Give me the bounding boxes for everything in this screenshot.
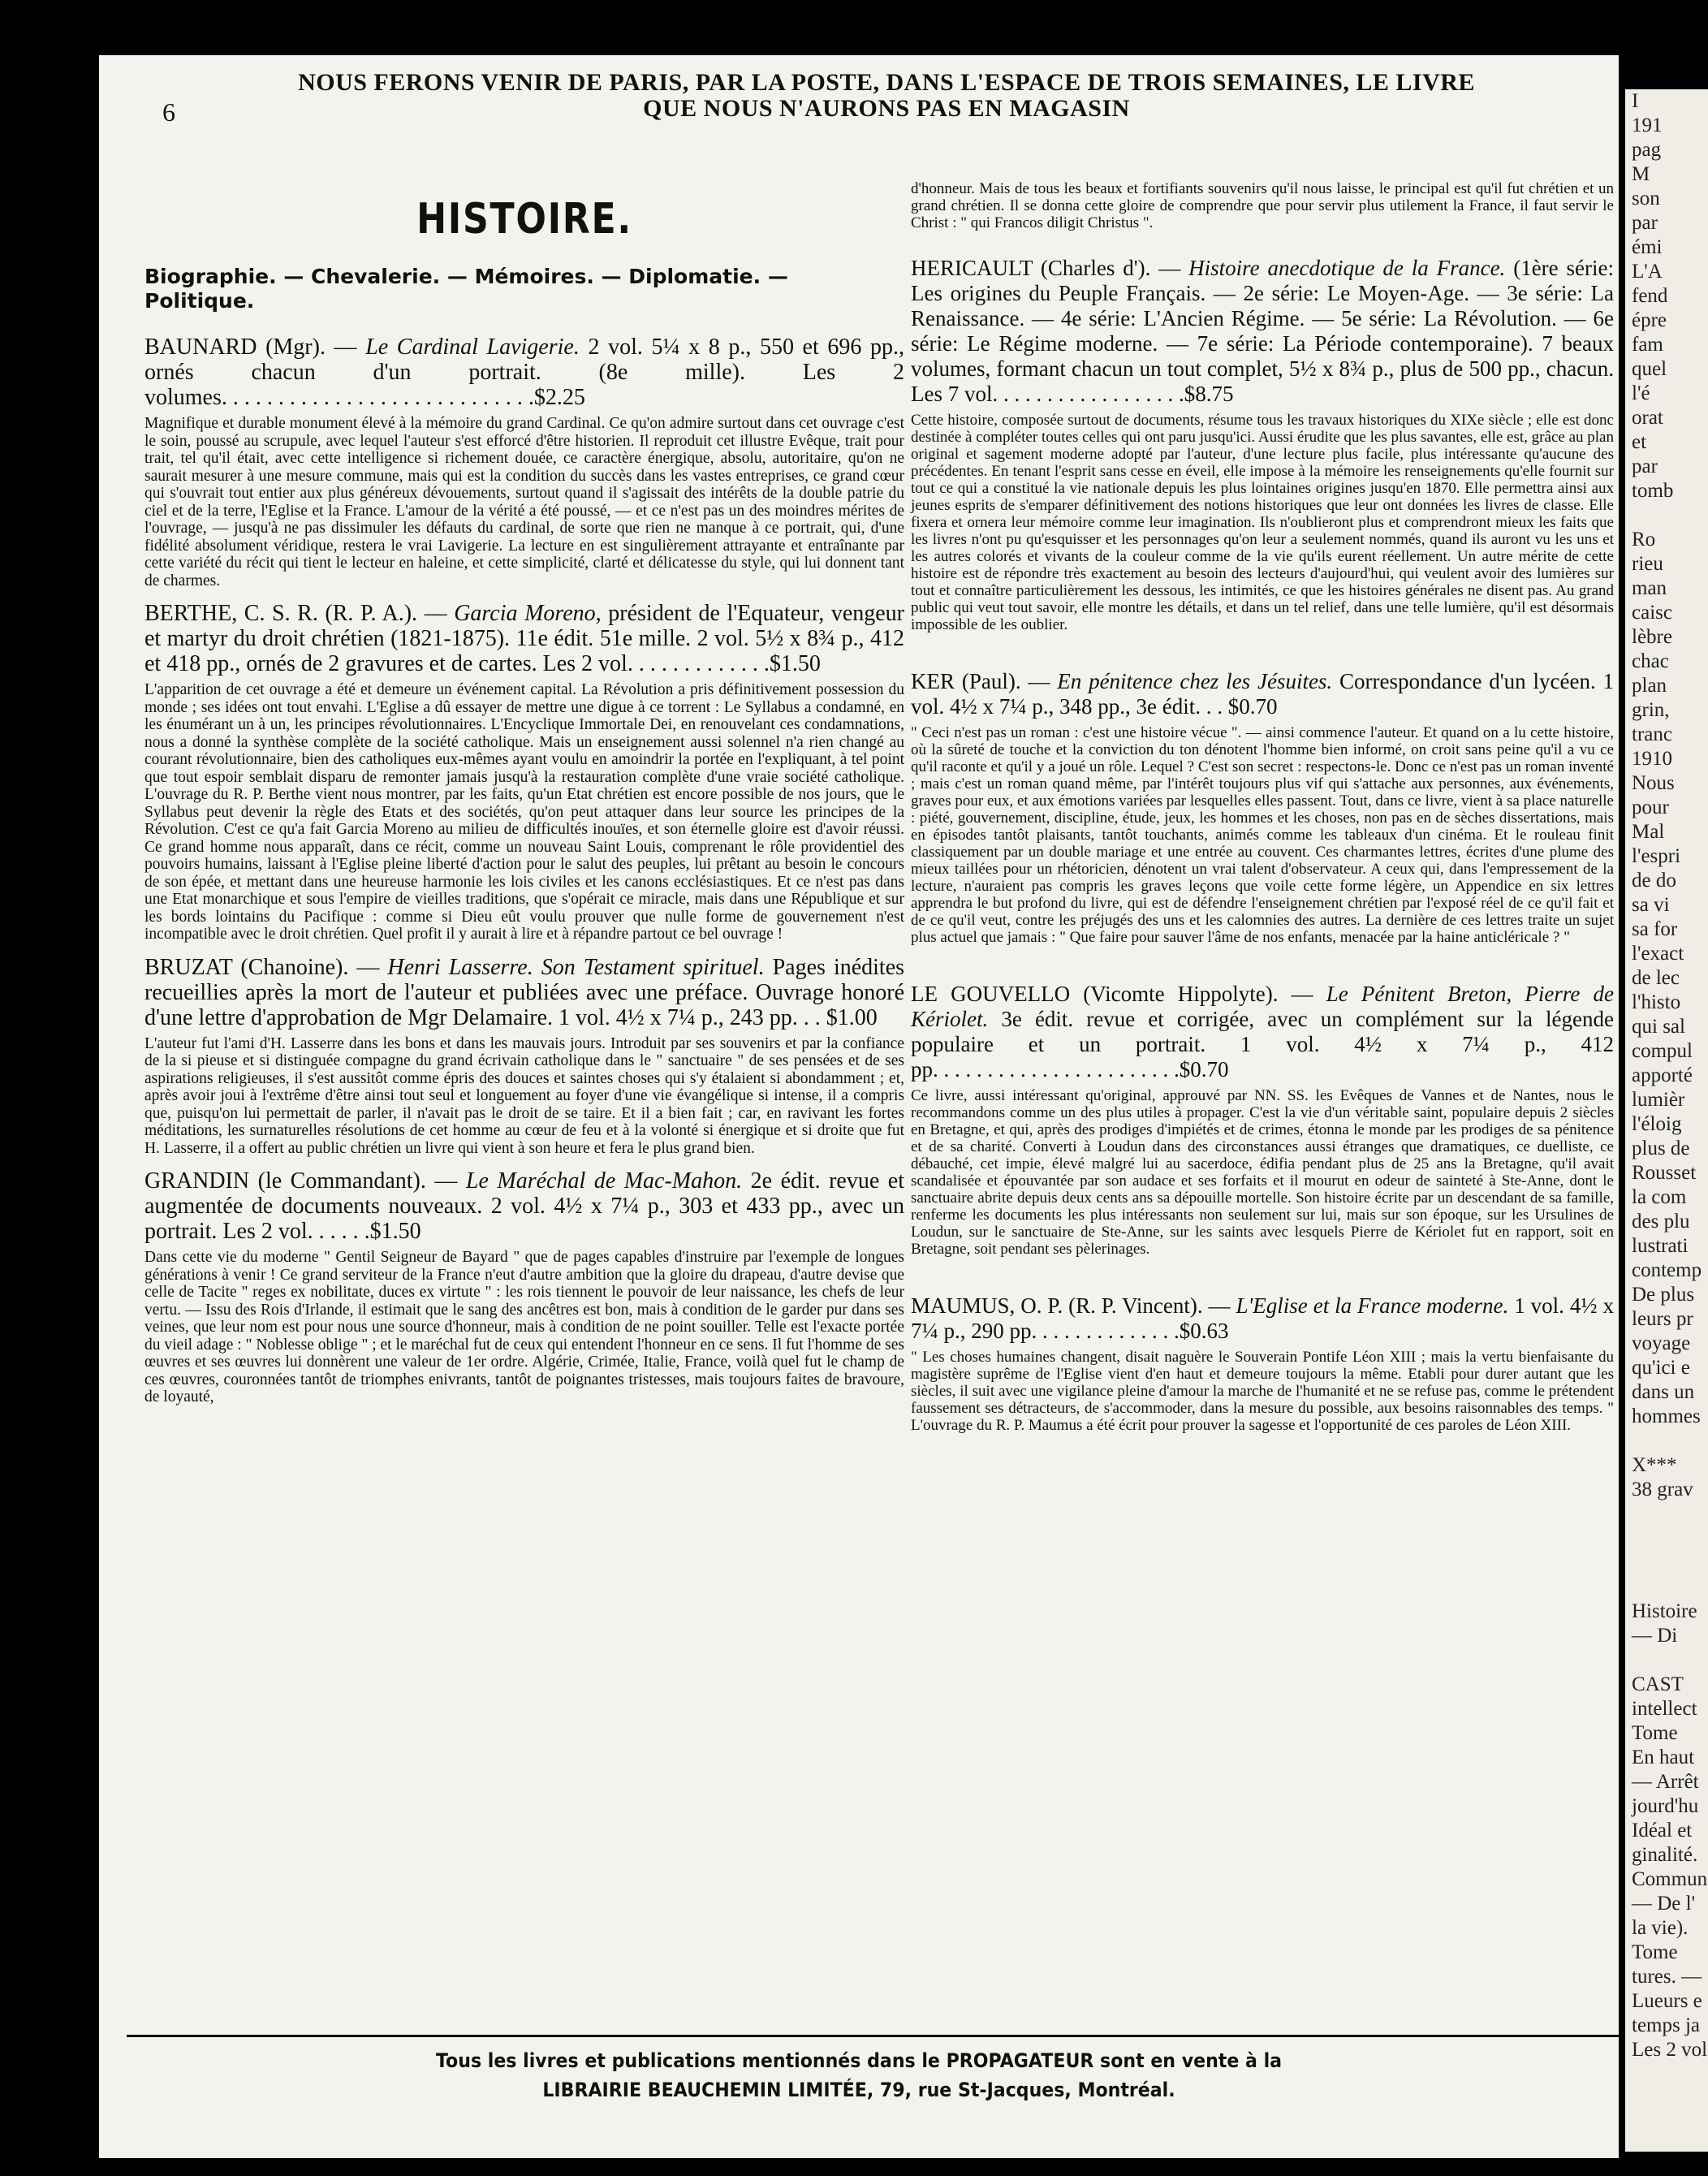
header-line-2: QUE NOUS N'AURONS PAS EN MAGASIN (643, 95, 1130, 122)
entry-details: 1 vol. 4½ x 7¼ p., 290 pp (911, 1293, 1615, 1343)
edge-text-fragment: Histoire (1632, 1600, 1697, 1622)
entry-description: L'apparition de cet ouvrage a été et demeure un événement capital. La Révolution a pris définitivement possession du monde ; ses idées ont tout envahi. L'Eglise a dû essayer de mettre une digue à ce torrent : Le Syllabus a condamné, en les énumérant un à un, les principes révolutionnaires. L'Encyclique Immortale Dei, en renouvelant ces condamnations, nous a donné la synthèse complète de la société catholique. Mais un enseignement aussi solennel n'a rien changé au courant révolutionnaire, bien des catholiques eux-mêmes ayant voulu en amoindrir la portée en l'expliquant, à tel point que tout espoir semblait disparu de remonter jamais jusqu'à la restauration complète d'une vraie société catholique. L'ouvrage du R. P. Berthe vient nous montrer, par les faits, qu'un Etat chrétien est encore possible de nos jours, que le Syllabus peut devenir la règle des Etats et des sociétés, qu'on peut attaquer dans leur source les principes de la Révolution. C'est ce qu'a fait Garcia Moreno au milieu de difficultés inouïes, et son éternelle gloire est d'avoir réussi. Ce grand homme nous apparaît, dans ce récit, comme un nouveau Saint Louis, comprenant le rôle providentiel des pouvoirs humains, laissant à l'Eglise pleine liberté d'action pour le salut des peuples, lui prêtant au besoin le concours de son épée, et mettant dans une heureuse harmonie les lois civiles et les canons ecclésiastiques. Et ce n'est pas dans une Etat monarchique et sous l'empire de vieilles traditions, que s'opérait ce miracle, mais dans une République et sur les bords lointains du Pacifique : comme si Dieu eût voulu prouver que nulle forme de gouvernement n'est incompatible avec le droit chrétien. Quel profit il y aurait à lire et à répandre partout ce bel ouvrage ! (144, 681, 904, 943)
book-entry (144, 335, 904, 589)
edge-text-fragment: lèbre (1632, 626, 1672, 648)
edge-text-fragment: caisc (1632, 602, 1672, 624)
edge-text-fragment: man (1632, 577, 1667, 599)
footer-line-2: LIBRAIRIE BEAUCHEMIN LIMITÉE, 79, rue St-Jacques, Montréal. (542, 2079, 1175, 2101)
edge-text-fragment: la vie). (1632, 1917, 1689, 1939)
footer-rule (127, 2035, 1619, 2037)
edge-text-fragment: quel (1632, 358, 1667, 380)
edge-text-fragment (1625, 1575, 1708, 1600)
entry-price: $2.25 (533, 385, 585, 410)
entry-title: Garcia Moreno, (454, 601, 602, 626)
entry-details: 2 vol. 5¼ x 8 p., 550 et 696 pp., ornés chacun d'un portrait. (8e mille). Les 2 volumes (144, 335, 904, 410)
entry-heading: BAUNARD (Mgr). — Le Cardinal Lavigerie. 2 vol. 5¼ x 8 p., 550 et 696 pp., ornés chacun d'un portrait. (8e mille). Les 2 volumes. . . . . . . . . . . . . . . . . . . . . . . . . . . .$2.25 (144, 335, 904, 410)
edge-text-fragment: l'é (1632, 382, 1650, 404)
edge-text-fragment: L'A (1632, 261, 1663, 283)
entry-description: L'auteur fut l'ami d'H. Lasserre dans les bons et dans les mauvais jours. Introduit par ses souvenirs et par la confiance de la si pieuse et si distinguée compagne du grand écrivain catholique dans le " sanctuaire " de ses pensées et de ses aspirations religieuses, il s'est aussitôt comme épris des douces et saintes choses qui s'y étalaient si abondamment ; et, après avoir joui à l'extrême d'être ainsi tout seul et longuement au foyer d'une vie évangélique si intense, il a compris que, puisqu'on lui permettait de parler, il n'avait pas le droit de se taire. Et il a bien fait ; car, en ravivant les fortes méditations, les surnaturelles résolutions de cet homme au cœur de feu et à la volonté si énergique et si droite que fut H. Lasserre, il a offert au public chrétien un livre qui vient à son heure et fera le plus grand bien. (144, 1034, 904, 1157)
edge-text-fragment: pour (1632, 797, 1669, 818)
edge-text-fragment: pag (1632, 139, 1662, 161)
continued-description: d'honneur. Mais de tous les beaux et fortifiants souvenirs qu'il nous laisse, le principal est qu'il fut chrétien et un grand chrétien. Il se donna cette gloire de comprendre que pour servir plus utilement la France, il faut servir le Christ : " qui Francos diligit Christus ". (911, 180, 1614, 231)
edge-text-fragment: 1910 (1632, 748, 1672, 770)
entry-heading: BRUZAT (Chanoine). — Henri Lasserre. Son Testament spirituel. Pages inédites recueillies après la mort de l'auteur et publiées avec une préface. Ouvrage honoré d'une lettre d'approbation de Mgr Delamaire. 1 vol. 4½ x 7¼ p., 243 pp. . . $1.00 (144, 954, 905, 1030)
entry-heading: GRANDIN (le Commandant). — Le Maréchal de Mac-Mahon. 2e édit. revue et augmentée de documents nouveaux. 2 vol. 4½ x 7¼ p., 303 et 433 pp., avec un portrait. Les 2 vol. . . . . .$1.50 (144, 1168, 904, 1244)
entry-description: Cette histoire, composée surtout de documents, résume tous les travaux historiques du XIXe siècle ; elle est donc destinée à compléter toutes celles qui ont paru jusqu'ici. Aussi érudite que les plus savantes, elle est, grâce au plan original et sagement moderne adopté par l'auteur, d'une lecture plus facile, plus intéressante qu'aucune des précédentes. En tenant l'esprit sans cesse en éveil, elle impose à la mémoire les renseignements qu'elle fournit sur tout ce qui a constitué la vie nationale depuis les plus lointaines origines jusqu'en 1870. Elle permettra ainsi aux jeunes esprits de s'emparer définitivement des notions historiques que leur ont données les livres de classe. Elle fixera et ornera leur mémoire comme leur imagination. Ils n'oublieront plus et comprendront mieux les faits que les livres n'ont pu qu'esquisser et les personnages qu'on leur a seulement nommés, quand ils auront vu les uns et les autres colorés et vivants de la couleur comme de la vie qu'ils eurent réellement. Un autre mérite de cette histoire est de répondre très exactement au besoin des lecteurs d'aujourd'hui, qui veulent avoir des lumières sur tout et connaître particulièrement les dessous, les intimités, ce que les histoires générales ne disent pas. Au grand public qui veut tout savoir, elle montre les détails, et dans un tel relief, dans une telle lumière, qu'il est désormais impossible de les oublier. (911, 412, 1614, 633)
edge-text-fragment: contemp (1632, 1259, 1702, 1281)
edge-text-fragment: orat (1632, 407, 1663, 429)
edge-text-fragment: intellect (1632, 1698, 1697, 1720)
page-header (221, 70, 1552, 122)
header-line-1: NOUS FERONS VENIR DE PARIS, PAR LA POSTE, DANS L'ESPACE DE TROIS SEMAINES, LE LIVRE (298, 69, 1475, 96)
entry-details: président de l'Equateur, vengeur et martyr du droit chrétien (1821-1875). 11e édit. 51e mille. 2 vol. 5½ x 8¾ p., 412 et 418 pp., ornés de 2 gravures et de cartes. Les 2 vol (144, 601, 905, 676)
edge-text-fragment: De plus (1632, 1284, 1695, 1306)
page-footer (160, 2046, 1558, 2105)
entry-author: BERTHE, C. S. R. (R. P. A.). — (144, 601, 447, 626)
edge-text-fragment: temps ja (1632, 2014, 1701, 2036)
edge-text-fragment: émi (1632, 236, 1663, 258)
entry-details: Correspondance d'un lycéen. 1 vol. 4½ x 7¼ p., 348 pp., 3e édit (911, 669, 1615, 719)
edge-text-fragment: qui sal (1632, 1016, 1685, 1038)
edge-text-fragment: Mal (1632, 821, 1665, 843)
edge-text-fragment: X*** (1632, 1454, 1677, 1476)
entry-details: 2e édit. revue et augmentée de documents nouveaux. 2 vol. 4½ x 7¼ p., 303 et 433 pp., avec un portrait. Les 2 vol (144, 1168, 904, 1244)
entry-title: Le Maréchal de Mac-Mahon. (465, 1168, 743, 1194)
entry-description: Ce livre, aussi intéressant qu'original, approuvé par NN. SS. les Evêques de Vannes et de Nantes, nous le recommandons comme un des plus utiles à propager. C'est la vie d'un véritable saint, populaire depuis 2 siècles en Bretagne, et qui, après des prodiges d'impiétés et de crimes, étonna le monde par les prodiges de sa pénitence et de sa charité. Converti à Loudun dans des circonstances aussi étranges que dramatiques, ce duelliste, ce débauché, cet impie, élevé malgré lui au sacerdoce, édifia pendant plus de 25 ans la Bretagne, qu'il avait scandalisée et épouvantée par son audace et ses forfaits et il mourut en odeur de sainteté à Ste-Anne, dont le sanctuaire abrite depuis deux cents ans sa dépouille mortelle. Son histoire écrite par un descendant de sa famille, renferme les documents les plus intéressants non seulement sur lui, mais sur son époque, sur les Ursulines de Loudun, sur le sanctuaire de Ste-Anne, sur les saints avec lesquels Pierre de Kériolet fut en rapport, soit en Bretagne, soit pendant ses pèlerinages. (911, 1087, 1614, 1258)
entry-details: Pages inédites recueillies après la mort de l'auteur et publiées avec une préface. Ouvrage honoré d'une lettre d'approbation de Mgr Delamaire. 1 vol. 4½ x 7¼ p., 243 pp (144, 954, 905, 1030)
edge-text-fragment: l'éloig (1632, 1113, 1682, 1135)
edge-text-fragment: 191 (1632, 114, 1663, 136)
entry-author: BRUZAT (Chanoine). — (144, 954, 380, 980)
edge-text-fragment: chac (1632, 650, 1669, 672)
entry-title: Henri Lasserre. Son Testament spirituel. (387, 954, 765, 980)
section-title: HISTOIRE. (416, 195, 632, 244)
edge-text-fragment: de lec (1632, 967, 1680, 989)
book-entry (144, 955, 904, 1158)
entry-author: LE GOUVELLO (Vicomte Hippolyte). — (911, 982, 1313, 1006)
left-column (144, 177, 904, 1418)
entry-heading: BERTHE, C. S. R. (R. P. A.). — Garcia Moreno, président de l'Equateur, vengeur et martyr du droit chrétien (1821-1875). 11e édit. 51e mille. 2 vol. 5½ x 8¾ p., 412 et 418 pp., ornés de 2 gravures et de cartes. Les 2 vol. . . . . . . . . . . . .$1.50 (144, 601, 905, 676)
edge-text-fragment: par (1632, 212, 1658, 234)
section-subtitle: Biographie. — Chevalerie. — Mémoires. — Diplomatie. — Politique. (144, 265, 788, 313)
edge-text-fragment: — Arrêt (1632, 1771, 1699, 1793)
entry-author: MAUMUS, O. P. (R. P. Vincent). — (911, 1293, 1231, 1318)
edge-text-fragment: Les 2 vol (1632, 2039, 1708, 2061)
entry-title: Le Cardinal Lavigerie. (365, 335, 580, 360)
edge-text-fragment: — Di (1632, 1625, 1678, 1647)
book-entry (144, 1168, 904, 1406)
edge-text-fragment: 38 grav (1632, 1479, 1693, 1500)
edge-text-fragment: M (1632, 163, 1650, 185)
entry-price: $1.50 (769, 651, 821, 676)
edge-text-fragment: la com (1632, 1186, 1687, 1208)
edge-text-fragment (1625, 503, 1708, 528)
book-entry (911, 669, 1614, 946)
book-entry (911, 982, 1614, 1258)
page-number: 6 (162, 97, 175, 127)
edge-text-fragment: lumièr (1632, 1089, 1685, 1111)
entry-title: Le Pénitent Breton, Pierre de Kériolet. (911, 982, 1614, 1031)
catalog-page (99, 55, 1619, 2158)
right-column (911, 180, 1614, 1445)
edge-text-fragment: de do (1632, 870, 1676, 892)
edge-text-fragment: En haut (1632, 1746, 1695, 1768)
edge-text-fragment (1625, 1502, 1708, 1526)
entry-description: " Ceci n'est pas un roman : c'est une histoire vécue ". — ainsi commence l'auteur. Et quand on a lu cette histoire, où la sûreté de touche et la conviction du ton dénotent l'homme bien informé, on croit sans peine qu'il a vu ce qu'il raconte et qu'il y a joué un rôle. Lequel ? C'est son secret : respectons-le. Donc ce n'est pas un roman inventé ; mais c'est un roman quand même, par l'intérêt toujours plus vif qui s'attache aux personnes, aux événements, graves pour eux, et aux émotions variées par lesquelles elles passent. Tout, dans ce livre, vient à sa place naturelle : piété, gouvernement, discipline, étude, jeux, les hommes et les choses, non pas en de sèches dissertations, mais en épisodes tantôt plaisants, tantôt touchants, animés comme les tableaux d'un cinéma. Et le rouleau finit classiquement par un double mariage et une entrée au couvent. Ces charmantes lettres, écrites d'une plume des mieux taillées pour un rhétoricien, dénotent un vrai talent d'observateur. A ceux qui, dans l'empressement de la lecture, n'auraient pas compris les graves leçons que voile cette forme légère, un Appendice en six lettres apprendra le but profond du livre, qui est de défendre l'enseignement chrétien par l'exposé réel de ce qu'il fait et de ce qu'il veut, contre les préjugés des uns et les calomnies des autres. La dernière de ces lettres traite un sujet plus actuel que jamais : " Que faire pour sauver l'âme de nos enfants, menacée par la haine anticléricale ? " (911, 724, 1614, 946)
edge-text-fragment: l'espri (1632, 845, 1681, 867)
edge-text-fragment (1625, 1648, 1708, 1673)
edge-text-fragment: Rousset (1632, 1162, 1697, 1184)
entry-heading: HERICAULT (Charles d'). — Histoire anecdotique de la France. (1ère série: Les origines du Peuple Français. — 2e série: Le Moyen-Age. — 3e série: La Renaissance. — 4e série: L'Ancien Régime. — 5e série: La Révolution. — 6e série: Le Régime moderne. — 7e série: La Période contemporaine). 7 beaux volumes, formant chacun un tout complet, 5½ x 8¾ p., plus de 500 pp., chacun. Les 7 vol. . . . . . . . . . . . . . . . . .$8.75 (911, 256, 1615, 406)
edge-text-fragment: CAST (1632, 1673, 1684, 1695)
entry-details: (1ère série: Les origines du Peuple Français. — 2e série: Le Moyen-Age. — 3e série: La Renaissance. — 4e série: L'Ancien Régime. — 5e série: La Révolution. — 6e série: Le Régime moderne. — 7e série: La Période contemporaine). 7 beaux volumes, formant chacun un tout complet, 5½ x 8¾ p., plus de 500 pp., chacun. Les 7 vol (911, 256, 1615, 406)
edge-text-fragment: plan (1632, 675, 1667, 697)
entry-price: $1.50 (369, 1219, 421, 1244)
edge-text-fragment: rieu (1632, 553, 1663, 575)
edge-text-fragment: apporté (1632, 1064, 1693, 1086)
adjacent-page-edge (1625, 89, 1708, 2152)
entry-heading: KER (Paul). — En pénitence chez les Jésuites. Correspondance d'un lycéen. 1 vol. 4½ x 7¼ p., 348 pp., 3e édit. . . $0.70 (911, 669, 1615, 719)
book-entry (911, 1293, 1614, 1434)
edge-text-fragment: fend (1632, 285, 1668, 307)
edge-text-fragment: son (1632, 188, 1660, 209)
entry-price: $0.70 (1227, 694, 1278, 719)
edge-text-fragment: — De l' (1632, 1893, 1696, 1915)
book-entry (144, 601, 904, 943)
edge-text-fragment: grin, (1632, 699, 1670, 721)
edge-text-fragment (1625, 1429, 1708, 1453)
edge-text-fragment: sa for (1632, 918, 1678, 940)
edge-text-fragment: plus de (1632, 1138, 1690, 1159)
edge-text-fragment: leurs pr (1632, 1308, 1693, 1330)
entry-title: Histoire anecdotique de la France. (1188, 256, 1506, 280)
edge-text-fragment: et (1632, 431, 1647, 453)
edge-text-fragment (1625, 1526, 1708, 1551)
edge-text-fragment: des plu (1632, 1211, 1690, 1233)
edge-text-fragment: compul (1632, 1040, 1693, 1062)
edge-text-fragment: sa vi (1632, 894, 1670, 916)
entry-author: GRANDIN (le Commandant). — (144, 1168, 458, 1194)
entry-description: Dans cette vie du moderne " Gentil Seigneur de Bayard " que de pages capables d'instruire par l'exemple de longues générations à venir ! Ce grand serviteur de la France n'eut d'autre ambition que la gloire du drapeau, d'autre devise que celle de Tacite " reges ex nobilitate, duces ex virtute " : les rois tiennent le pouvoir de leur naissance, les chefs de leur vertu. — Issu des Rois d'Irlande, il estimait que le sang des ancêtres est bon, mais à condition de le garder pur dans ses veines, que leur nom est pour nous une source d'honneur, mais à condition de ne point souiller. Telle est l'exacte portée du vieil adage : " Noblesse oblige " ; et le maréchal fut de ceux qui entendent l'honneur en ce sens. Il fut l'homme de ses œuvres et ses œuvres lui donnèrent une valeur de 1er ordre. Algérie, Crimée, Italie, France, voilà quel fut le champ de ces œuvres, couronnées tantôt de triomphes enivrants, tantôt de poignantes tristesses, mais toujours faites de bravoure, de loyauté, (144, 1249, 904, 1405)
edge-text-fragment: l'exact (1632, 943, 1684, 965)
edge-text-fragment: voyage (1632, 1332, 1691, 1354)
entry-description: Magnifique et durable monument élevé à la mémoire du grand Cardinal. Ce qu'on admire surtout dans cet ouvrage c'est le soin, poussé au scrupule, avec lequel l'auteur s'est efforcé d'être historien. Il reproduit cet illustre Evêque, trait pour trait, tel qu'il était, avec cette intelligence si richement douée, ce caractère énergique, absolu, autoritaire, qu'on ne saurait mesurer à une mesure commune, mais qui est la condition du succès dans les vastes entreprises, ce grand cœur qui s'ouvrait tout entier aux plus généreux dévouements, surtout quand il s'agissait des intérêts de la double patrie du ciel et de la terre, l'Eglise et la France. L'amour de la vérité a été poussé, — et ce n'est pas un des moindres mérites de l'ouvrage, — jusqu'à ne pas dissimuler les défauts du cardinal, de sorte que rien ne manque à ce portrait, qui, d'une fidélité absolument véridique, restera le vrai Lavigerie. La lecture en est singulièrement attrayante et entraînante par cette variété du récit qui tient le lecteur en haleine, et cette simplicité, clarté et délicatesse du style, qui lui donnent tant de charmes. (144, 415, 904, 589)
edge-text-fragment: Tome (1632, 1941, 1678, 1963)
entry-author: HERICAULT (Charles d'). — (911, 256, 1181, 280)
entry-price: $8.75 (1184, 382, 1234, 406)
entry-author: KER (Paul). — (911, 669, 1050, 693)
edge-text-fragment: jourd'hu (1632, 1795, 1699, 1817)
edge-text-fragment: par (1632, 455, 1658, 477)
edge-text-fragment: l'histo (1632, 991, 1681, 1013)
book-entry (911, 256, 1614, 633)
entry-heading: LE GOUVELLO (Vicomte Hippolyte). — Le Pénitent Breton, Pierre de Kériolet. 3e édit. revue et corrigée, avec un complément sur la légende populaire et un portrait. 1 vol. 4½ x 7¼ p., 412 pp. . . . . . . . . . . . . . . . . . . . . . .$0.70 (911, 982, 1615, 1082)
edge-text-fragment: Commun (1632, 1868, 1708, 1890)
edge-text-fragment: épre (1632, 309, 1667, 331)
entry-title: L'Eglise et la France moderne. (1236, 1293, 1509, 1318)
edge-text-fragment: Lueurs e (1632, 1990, 1702, 2012)
edge-text-fragment: Nous (1632, 772, 1675, 794)
entry-author: BAUNARD (Mgr). — (144, 335, 357, 360)
entry-description: " Les choses humaines changent, disait naguère le Souverain Pontife Léon XIII ; mais la vertu bienfaisante du magistère suprême de l'Eglise vient d'en haut et demeure toujours la même. Etabli pour durer autant que les siècles, il suit avec une vigilance pleine d'amour la marche de l'humanité et ne se refuse pas, comme le prétendent faussement ses détracteurs, de s'accommoder, dans la mesure du possible, aux besoins raisonnables des temps. " L'ouvrage du R. P. Maumus a été écrit pour prouver la sagesse et l'opportunité de ces paroles de Léon XIII. (911, 1349, 1614, 1434)
footer-line-1: Tous les livres et publications mentionnés dans le PROPAGATEUR sont en vente à la (435, 2049, 1283, 2072)
entry-price: $0.70 (1179, 1057, 1229, 1082)
edge-text-fragment: Ro (1632, 529, 1656, 550)
edge-text-fragment: fam (1632, 334, 1663, 356)
edge-text-fragment: ginalité. (1632, 1844, 1698, 1866)
entry-heading: MAUMUS, O. P. (R. P. Vincent). — L'Eglise et la France moderne. 1 vol. 4½ x 7¼ p., 290 pp. . . . . . . . . . . . . .$0.63 (911, 1293, 1615, 1343)
entry-details: 3e édit. revue et corrigée, avec un complément sur la légende populaire et un portrait. 1 vol. 4½ x 7¼ p., 412 pp (911, 1007, 1615, 1082)
edge-text-fragment (1625, 1551, 1708, 1575)
entry-title: En pénitence chez les Jésuites. (1057, 669, 1333, 693)
edge-text-fragment: tomb (1632, 480, 1674, 502)
edge-text-fragment: qu'ici e (1632, 1357, 1690, 1379)
entry-price: $0.63 (1179, 1319, 1229, 1343)
edge-text-fragment: tures. — (1632, 1966, 1702, 1988)
edge-text-fragment: dans un (1632, 1381, 1695, 1403)
entry-price: $1.00 (826, 1004, 878, 1030)
edge-text-fragment: Tome (1632, 1722, 1678, 1744)
edge-text-fragment: hommes (1632, 1405, 1701, 1427)
edge-text-fragment: Idéal et (1632, 1820, 1693, 1841)
edge-text-fragment: lustrati (1632, 1235, 1689, 1257)
edge-text-fragment: I (1632, 90, 1639, 112)
edge-text-fragment: tranc (1632, 723, 1672, 745)
